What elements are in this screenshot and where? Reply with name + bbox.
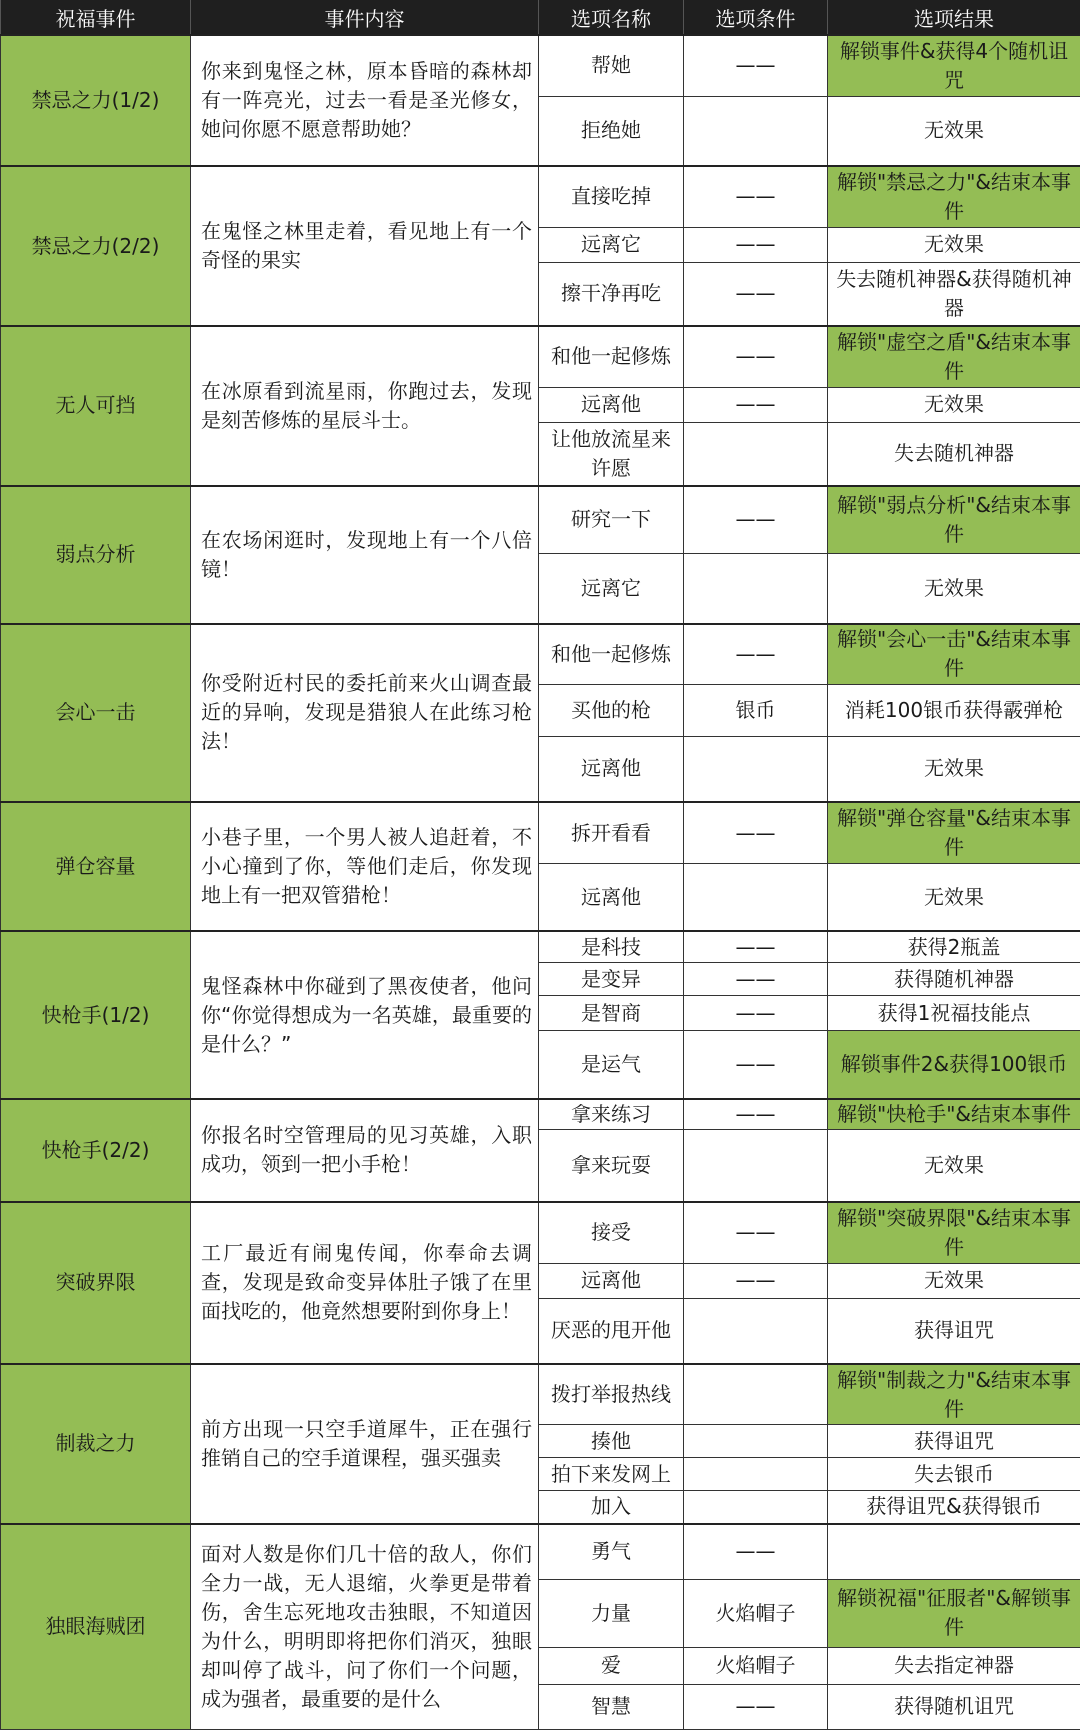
option-condition-cell: —— [684, 1524, 828, 1580]
event-content-cell: 面对人数是你们几十倍的敌人，你们全力一战，无人退缩，火拳更是带着伤，舍生忘死地攻击独眼，不知道因为什么，明明即将把你们消灭，独眼却叫停了战斗，问了你们一个问题，成为强者，最重要的是什么 [191, 1524, 539, 1730]
table-row [1, 1524, 1080, 1580]
option-condition-cell: —— [684, 166, 828, 227]
option-result-cell: 无效果 [828, 1130, 1080, 1202]
table-row [1, 1099, 1080, 1130]
event-name-cell: 弱点分析 [1, 486, 191, 624]
event-content-cell: 在鬼怪之林里走着，看见地上有一个奇怪的果实 [191, 166, 539, 326]
option-result-cell: 解锁"突破界限"&结束本事件 [828, 1202, 1080, 1263]
option-name-cell: 爱 [539, 1647, 684, 1684]
option-result-cell: 无效果 [828, 554, 1080, 624]
option-name-cell: 加入 [539, 1491, 684, 1524]
option-condition-cell: 火焰帽子 [684, 1579, 828, 1647]
option-name-cell: 拍下来发网上 [539, 1458, 684, 1491]
event-content-cell: 小巷子里，一个男人被人追赶着，不小心撞到了你，等他们走后，你发现地上有一把双管猎枪！ [191, 802, 539, 932]
event-content-cell: 在农场闲逛时，发现地上有一个八倍镜！ [191, 486, 539, 624]
option-name-cell: 勇气 [539, 1524, 684, 1580]
option-result-cell: 获得诅咒&获得银币 [828, 1491, 1080, 1524]
option-result-cell: 失去指定神器 [828, 1647, 1080, 1684]
option-name-cell: 和他一起修炼 [539, 624, 684, 685]
option-name-cell: 是科技 [539, 931, 684, 962]
event-content-cell: 你来到鬼怪之林，原本昏暗的森林却有一阵亮光，过去一看是圣光修女，她问你愿不愿意帮助她？ [191, 35, 539, 166]
option-result-cell: 获得2瓶盖 [828, 931, 1080, 962]
option-result-cell: 无效果 [828, 736, 1080, 802]
option-condition-cell [684, 1130, 828, 1202]
option-result-cell: 解锁"快枪手"&结束本事件 [828, 1099, 1080, 1130]
option-result-cell: 无效果 [828, 1263, 1080, 1298]
option-condition-cell [684, 1425, 828, 1458]
event-name-cell: 会心一击 [1, 624, 191, 802]
option-name-cell: 拒绝她 [539, 96, 684, 166]
option-result-cell: 无效果 [828, 864, 1080, 932]
option-condition-cell [684, 864, 828, 932]
option-result-cell: 解锁事件&获得4个随机诅咒 [828, 35, 1080, 96]
option-condition-cell: —— [684, 486, 828, 554]
option-condition-cell: —— [684, 227, 828, 262]
option-name-cell: 力量 [539, 1579, 684, 1647]
option-condition-cell: —— [684, 996, 828, 1031]
option-result-cell: 获得1祝福技能点 [828, 996, 1080, 1031]
table-row [1, 166, 1080, 227]
header-option-result: 选项结果 [828, 0, 1080, 35]
event-content-cell: 前方出现一只空手道犀牛，正在强行推销自己的空手道课程，强买强卖 [191, 1364, 539, 1524]
table-body [1, 35, 1080, 1730]
option-result-cell: 失去随机神器 [828, 422, 1080, 486]
option-result-cell [828, 1524, 1080, 1580]
option-result-cell: 解锁事件2&获得100银币 [828, 1031, 1080, 1099]
option-condition-cell: —— [684, 624, 828, 685]
option-condition-cell [684, 1364, 828, 1425]
event-name-cell: 独眼海贼团 [1, 1524, 191, 1730]
option-condition-cell [684, 554, 828, 624]
header-option-condition: 选项条件 [684, 0, 828, 35]
option-name-cell: 买他的枪 [539, 685, 684, 736]
event-name-cell: 弹仓容量 [1, 802, 191, 932]
table-row [1, 931, 1080, 962]
event-name-cell: 突破界限 [1, 1202, 191, 1364]
option-name-cell: 远离他 [539, 387, 684, 422]
option-result-cell: 解锁"会心一击"&结束本事件 [828, 624, 1080, 685]
event-content-cell: 鬼怪森林中你碰到了黑夜使者，他问你“你觉得想成为一名英雄，最重要的是什么？” [191, 931, 539, 1098]
option-name-cell: 远离他 [539, 864, 684, 932]
option-result-cell: 获得诅咒 [828, 1425, 1080, 1458]
option-condition-cell: —— [684, 387, 828, 422]
option-name-cell: 帮她 [539, 35, 684, 96]
event-content-cell: 工厂最近有闹鬼传闻，你奉命去调查，发现是致命变异体肚子饿了在里面找吃的，他竟然想要附到你身上！ [191, 1202, 539, 1364]
option-condition-cell [684, 1298, 828, 1364]
option-result-cell: 解锁"弹仓容量"&结束本事件 [828, 802, 1080, 864]
option-name-cell: 接受 [539, 1202, 684, 1263]
option-name-cell: 智慧 [539, 1684, 684, 1729]
option-condition-cell: —— [684, 1263, 828, 1298]
option-condition-cell [684, 736, 828, 802]
table-row [1, 326, 1080, 387]
option-result-cell: 失去随机神器&获得随机神器 [828, 262, 1080, 326]
table-row [1, 486, 1080, 554]
option-result-cell: 解锁"制裁之力"&结束本事件 [828, 1364, 1080, 1425]
option-result-cell: 无效果 [828, 96, 1080, 166]
option-name-cell: 和他一起修炼 [539, 326, 684, 387]
option-condition-cell [684, 422, 828, 486]
option-name-cell: 研究一下 [539, 486, 684, 554]
option-result-cell: 消耗100银币获得霰弹枪 [828, 685, 1080, 736]
event-name-cell: 制裁之力 [1, 1364, 191, 1524]
option-result-cell: 失去银币 [828, 1458, 1080, 1491]
option-name-cell: 拆开看看 [539, 802, 684, 864]
option-result-cell: 无效果 [828, 387, 1080, 422]
option-condition-cell [684, 1491, 828, 1524]
option-name-cell: 揍他 [539, 1425, 684, 1458]
option-name-cell: 厌恶的甩开他 [539, 1298, 684, 1364]
option-name-cell: 擦干净再吃 [539, 262, 684, 326]
option-result-cell: 解锁"虚空之盾"&结束本事件 [828, 326, 1080, 387]
option-condition-cell: —— [684, 326, 828, 387]
option-name-cell: 远离他 [539, 1263, 684, 1298]
option-name-cell: 拿来玩耍 [539, 1130, 684, 1202]
option-condition-cell: —— [684, 1031, 828, 1099]
option-name-cell: 远离它 [539, 227, 684, 262]
option-result-cell: 获得诅咒 [828, 1298, 1080, 1364]
option-name-cell: 远离他 [539, 736, 684, 802]
table-row [1, 802, 1080, 864]
option-name-cell: 拿来练习 [539, 1099, 684, 1130]
event-name-cell: 快枪手(1/2) [1, 931, 191, 1098]
table-row [1, 35, 1080, 96]
option-name-cell: 直接吃掉 [539, 166, 684, 227]
option-name-cell: 是智商 [539, 996, 684, 1031]
event-name-cell: 快枪手(2/2) [1, 1099, 191, 1202]
option-result-cell: 无效果 [828, 227, 1080, 262]
option-name-cell: 拨打举报热线 [539, 1364, 684, 1425]
event-name-cell: 无人可挡 [1, 326, 191, 486]
option-condition-cell [684, 1458, 828, 1491]
option-condition-cell: —— [684, 963, 828, 996]
event-content-cell: 在冰原看到流星雨，你跑过去，发现是刻苦修炼的星辰斗士。 [191, 326, 539, 486]
option-condition-cell: —— [684, 35, 828, 96]
option-result-cell: 获得随机诅咒 [828, 1684, 1080, 1729]
header-option-name: 选项名称 [539, 0, 684, 35]
option-condition-cell: —— [684, 1684, 828, 1729]
option-condition-cell: —— [684, 262, 828, 326]
option-name-cell: 远离它 [539, 554, 684, 624]
option-condition-cell: 银币 [684, 685, 828, 736]
option-result-cell: 解锁"禁忌之力"&结束本事件 [828, 166, 1080, 227]
table-row [1, 1364, 1080, 1425]
table-row [1, 1202, 1080, 1263]
option-condition-cell: 火焰帽子 [684, 1647, 828, 1684]
option-name-cell: 让他放流星来许愿 [539, 422, 684, 486]
option-condition-cell: —— [684, 931, 828, 962]
option-condition-cell: —— [684, 1099, 828, 1130]
option-condition-cell [684, 96, 828, 166]
event-name-cell: 禁忌之力(2/2) [1, 166, 191, 326]
option-condition-cell: —— [684, 1202, 828, 1263]
header-content: 事件内容 [191, 0, 539, 35]
table-row [1, 624, 1080, 685]
option-name-cell: 是运气 [539, 1031, 684, 1099]
header-event: 祝福事件 [1, 0, 191, 35]
table-header-row [1, 0, 1080, 35]
event-content-cell: 你报名时空管理局的见习英雄，入职成功，领到一把小手枪！ [191, 1099, 539, 1202]
option-result-cell: 解锁祝福"征服者"&解锁事件 [828, 1579, 1080, 1647]
option-result-cell: 解锁"弱点分析"&结束本事件 [828, 486, 1080, 554]
option-condition-cell: —— [684, 802, 828, 864]
event-name-cell: 禁忌之力(1/2) [1, 35, 191, 166]
option-result-cell: 获得随机神器 [828, 963, 1080, 996]
event-content-cell: 你受附近村民的委托前来火山调查最近的异响，发现是猎狼人在此练习枪法！ [191, 624, 539, 802]
option-name-cell: 是变异 [539, 963, 684, 996]
